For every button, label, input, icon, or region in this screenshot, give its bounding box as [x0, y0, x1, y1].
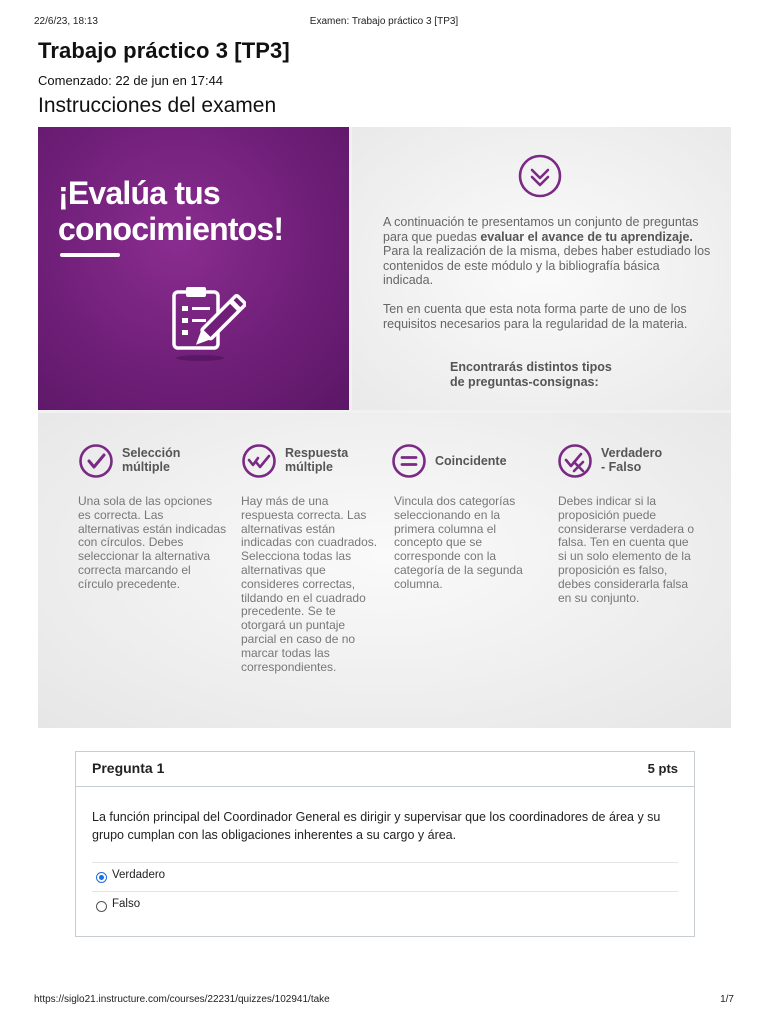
- headline-underline: [60, 253, 120, 257]
- question-type-name: [601, 446, 662, 474]
- question-text: La función principal del Coordinador General es dirigir y supervisar que los coordinadores de área y su grupo cumplan con las obligaciones inherentes a su cargo y área.: [92, 810, 661, 842]
- page-url: https://siglo21.instructure.com/courses/22231/quizzes/102941/take: [34, 994, 330, 1005]
- check-circle-icon: [78, 443, 114, 479]
- intro-paragraph: [383, 215, 713, 288]
- question-type-name-line1: Respuesta: [285, 446, 349, 460]
- answer-option-verdadero[interactable]: [92, 862, 678, 891]
- question-types-panel: [38, 413, 731, 728]
- banner-intro-panel: [352, 127, 731, 410]
- question-type-description: Una sola de las opciones es correcta. Las alternativas están indicadas con círculos. Debes seleccionar la alternativa correcta marcando el círculo precedente.: [78, 494, 227, 591]
- started-timestamp: Comenzado: 22 de jun en 17:44: [38, 73, 224, 88]
- print-date: 22/6/23, 18:13: [34, 16, 98, 27]
- question-points: 5 pts: [647, 761, 678, 776]
- instructions-heading: Instrucciones del examen: [38, 94, 277, 117]
- banner-purple-panel: [38, 127, 349, 410]
- check-cross-circle-icon: [557, 443, 593, 479]
- banner-headline: [58, 175, 348, 247]
- question-type-description: Hay más de una respuesta correcta. Las alternativas están indicadas con cuadrados. Selecciona todas las alternativas que consideres correctas, tildando en el cuadrado precedente. Se te otorgará un puntaje parcial en caso de no marcar todas las correspondientes.: [241, 494, 378, 674]
- question-type-name: [122, 446, 180, 474]
- question-type-name: Coincidente: [435, 454, 507, 468]
- chevron-down-circle-icon: [517, 153, 563, 199]
- question-type-name-line1: Verdadero: [601, 446, 663, 460]
- equals-circle-icon: [391, 443, 427, 479]
- question-type-name-line2: múltiple: [122, 460, 170, 474]
- intro-text-end: Para la realización de la misma, debes haber estudiado los contenidos de este módulo y la bibliografía básica indicada.: [383, 244, 711, 287]
- answer-option-falso[interactable]: [92, 891, 678, 920]
- question-types-heading-line1: Encontrarás distintos tipos: [450, 360, 612, 374]
- question-card: [75, 751, 695, 937]
- print-document-title: Examen: Trabajo práctico 3 [TP3]: [309, 16, 459, 27]
- print-footer: [34, 994, 734, 1008]
- question-type-description: Vincula dos categorías seleccionando en la primera columna el concepto que se corresponde con la categoría de la segunda columna.: [394, 494, 523, 591]
- question-type-name: [285, 446, 348, 474]
- clipboard-pencil-icon: [166, 282, 246, 362]
- radio-button[interactable]: [96, 901, 107, 912]
- answer-label[interactable]: Verdadero: [112, 869, 166, 881]
- question-types-heading-line2: de preguntas-consignas:: [450, 374, 599, 389]
- print-header: [34, 16, 734, 30]
- question-type-description: Debes indicar si la proposición puede considerarse verdadera o falsa. Ten en cuenta que si un solo elemento de la proposición es falso, debes considerarla falsa en su conjunto.: [558, 494, 695, 605]
- double-check-circle-icon: [241, 443, 277, 479]
- question-number: Pregunta 1: [92, 760, 165, 776]
- banner-headline-line2: conocimientos!: [58, 211, 284, 247]
- question-header: [76, 752, 694, 787]
- question-types-heading: [450, 360, 680, 389]
- question-type-name-line2: - Falso: [601, 460, 642, 474]
- question-type-name-line2: múltiple: [285, 460, 333, 474]
- page-title: Trabajo práctico 3 [TP3]: [38, 38, 290, 63]
- instructions-banner-image: [38, 127, 731, 728]
- banner-headline-line1: ¡Evalúa tus: [58, 175, 220, 211]
- regularity-note: Ten en cuenta que esta nota forma parte de uno de los requisitos necesarios para la regularidad de la materia.: [383, 302, 688, 331]
- intro-text-bold: evaluar el avance de tu aprendizaje.: [480, 229, 693, 244]
- radio-button-selected[interactable]: [96, 872, 107, 883]
- page-counter: 1/7: [720, 994, 734, 1005]
- answer-label[interactable]: Falso: [112, 898, 141, 910]
- question-type-name-line1: Selección: [122, 446, 181, 460]
- intro-text-start: A continuación te presentamos un conjunto de preguntas para que puedas: [383, 215, 699, 244]
